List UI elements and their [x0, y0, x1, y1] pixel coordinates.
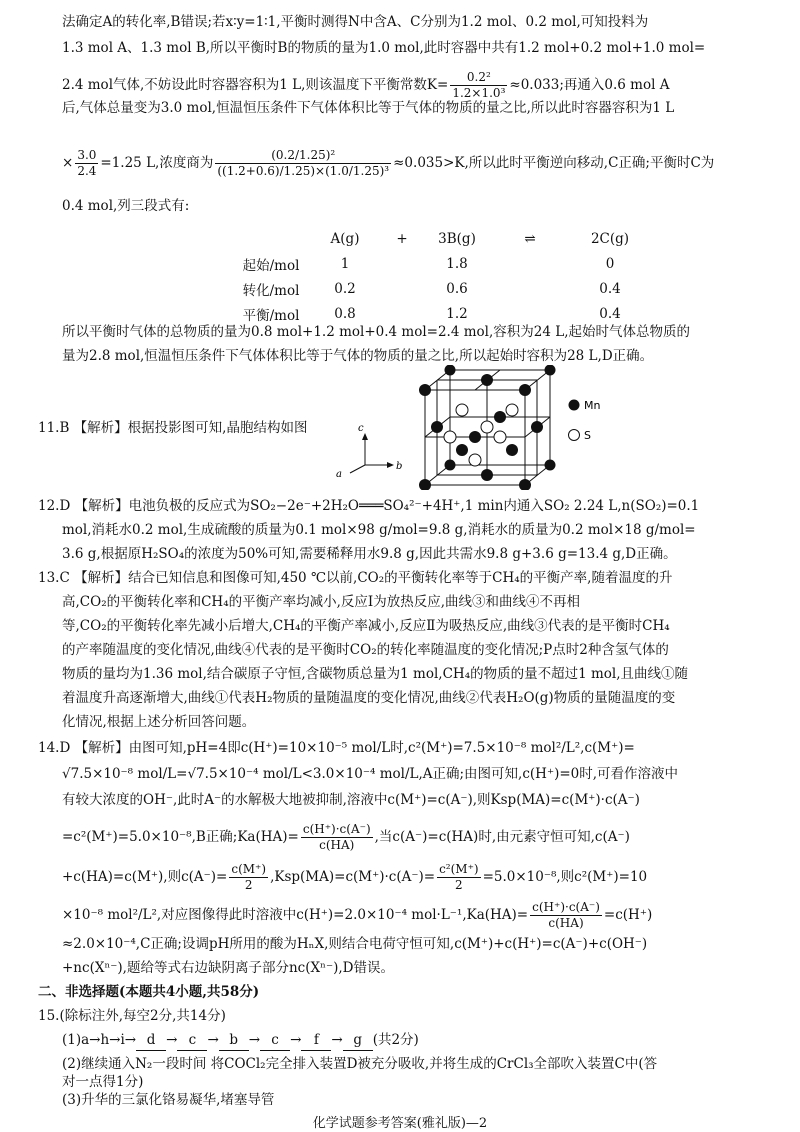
question-14: 14.D 【解析】由图可知,pH=4即c(H⁺)=10×10⁻⁵ mol/L时,c²(M⁺)=7.5×10⁻⁸ mol²/L²,c(M⁺)= — [38, 740, 635, 756]
table-header: 2C(g) — [590, 230, 630, 247]
section-title: 二、非选择题(本题共4小题,共58分) — [38, 984, 260, 1000]
s-atoms — [444, 404, 518, 466]
answer-line-3: (3)升华的三氯化铬易凝华,堵塞导管 — [62, 1092, 275, 1108]
text-line: =c²(M⁺)=5.0×10⁻⁸,B正确;Ka(HA)= $\frac{c(H^+)\cdot c(A^-)}{c(HA)}$ ,当c(A⁻)=c(HA)时,由元素守恒可知,c(A⁻) — [62, 822, 630, 852]
question-15: 15.(除标注外,每空2分,共14分) — [38, 1008, 226, 1024]
legend-mn-label: Mn — [584, 399, 601, 412]
text-line: 后,气体总量变为3.0 mol,恒温恒压条件下气体体积比等于气体的物质的量之比,所以此时容器容积为1 L — [62, 100, 675, 116]
text-line: 化情况,根据上述分析回答问题。 — [62, 714, 256, 730]
page-footer: 化学试题参考答案(雅礼版)—2 — [312, 1116, 488, 1131]
text-line: 物质的量均为1.36 mol,结合碳原子守恒,含碳物质总量为1 mol,CH₄的物质的量不超过1 mol,且曲线①随 — [62, 666, 689, 682]
answer-line: (1)a→h→i→ d → c → b → c → f → g (共2分) — [62, 1030, 419, 1051]
three-stage-table — [232, 226, 650, 326]
text-line: × $\frac{3.0}{2.4}$ =1.25 L,浓度商为 $\frac{\text{(0.2/1.25)²}}{\text{((1.2+0.6)/1.25)×(1.0/1.25)³}}$ ≈0.035>K,所以此时平衡逆向移动,C正确;平衡时C为 — [62, 148, 715, 178]
table-header: + — [396, 230, 408, 247]
question-11: 11.B 【解析】根据投影图可知,晶胞结构如图 — [38, 420, 308, 436]
text-line: ×10⁻⁸ mol²/L²,对应图像得此时溶液中c(H⁺)=2.0×10⁻⁴ mol·L⁻¹,Ka(HA)= $\frac{c(H^+)\cdot c(A^-)}{c(HA)}$ =c(H⁺) — [62, 900, 653, 930]
table-header: A(g) — [330, 230, 360, 247]
text-line: 2.4 mol气体,不妨设此时容器容积为1 L,则该温度下平衡常数K= $\frac{\text{0.2²}}{\text{1.2×1.0³}}$ ≈0.033;再通入0.6 mol A — [62, 70, 670, 100]
table-header — [232, 226, 310, 251]
crystal-cell-figure — [330, 365, 650, 490]
text-line: +c(HA)=c(M⁺),则c(A⁻)= $\frac{c(M^+)}{2}$ ,Ksp(MA)=c(M⁺)·c(A⁻)= $\frac{\text{c²(M⁺)}}{2}$ =5.0×10⁻⁸,则c²(M⁺)=10 — [62, 862, 648, 892]
text-line: 着温度升高逐渐增大,曲线①代表H₂物质的量随温度的变化情况,曲线②代表H₂O(g)物质的量随温度的变 — [62, 690, 676, 706]
text-line: mol,消耗水0.2 mol,生成硫酸的质量为0.1 mol×98 g/mol=9.8 g,消耗水的质量为0.2 mol×18 g/mol= — [62, 522, 696, 538]
table-row: 起始/mol 1 1.8 0 — [242, 255, 615, 274]
axis-b-label: b — [396, 461, 403, 472]
s-legend-icon — [569, 430, 580, 441]
text-line: +nc(Xⁿ⁻),题给等式右边缺阴离子部分nc(Xⁿ⁻),D错误。 — [62, 960, 394, 976]
table-row: 平衡/mol 0.8 1.2 0.4 — [242, 305, 621, 324]
table-header: ⇌ — [524, 230, 536, 247]
text-line: 1.3 mol A、1.3 mol B,所以平衡时B的物质的量为1.0 mol,此时容器中共有1.2 mol+0.2 mol+1.0 mol= — [62, 40, 706, 56]
text-line: 等,CO₂的平衡转化率先减小后增大,CH₄的平衡产率减小,反应Ⅱ为吸热反应,曲线③代表的是平衡时CH₄ — [62, 618, 670, 634]
answer-line: 对一点得1分) — [62, 1074, 144, 1090]
text-line: 法确定A的转化率,B错误;若x∶y=1∶1,平衡时测得N中含A、C分别为1.2 mol、0.2 mol,可知投料为 — [62, 14, 649, 30]
legend-s-label: S — [584, 429, 591, 442]
answer-line: (2)继续通入N₂一段时间 将COCl₂完全排入装置D被充分吸收,并将生成的CrCl₃全部吹入装置C中(答 — [62, 1056, 658, 1072]
table-row: 转化/mol 0.2 0.6 0.4 — [242, 280, 621, 299]
text-line: √7.5×10⁻⁸ mol/L=√7.5×10⁻⁴ mol/L<3.0×10⁻⁴ mol/L,A正确;由图可知,c(H⁺)=0时,可看作溶液中 — [62, 766, 679, 782]
text-line: ≈2.0×10⁻⁴,C正确;设调pH所用的酸为HₙX,则结合电荷守恒可知,c(M⁺)+c(H⁺)=c(A⁻)+c(OH⁻) — [62, 936, 648, 952]
text-line: 所以平衡时气体的总物质的量为0.8 mol+1.2 mol+0.4 mol=2.4 mol,容积为24 L,起始时气体总物质的 — [62, 324, 690, 340]
text-line: 高,CO₂的平衡转化率和CH₄的平衡产率均减小,反应Ⅰ为放热反应,曲线③和曲线④不再相 — [62, 594, 581, 610]
text-line: 0.4 mol,列三段式有: — [62, 198, 190, 214]
axis-c-label: c — [358, 423, 364, 434]
table-header: 3B(g) — [438, 230, 476, 247]
question-13: 13.C 【解析】结合已知信息和图像可知,450 ℃以前,CO₂的平衡转化率等于CH₄的平衡产率,随着温度的升 — [38, 570, 673, 586]
question-12: 12.D 【解析】电池负极的反应式为SO₂−2e⁻+2H₂O═══SO₄²⁻+4H⁺,1 min内通入SO₂ 2.24 L,n(SO₂)=0.1 — [38, 498, 700, 514]
axis-a-label: a — [336, 469, 342, 480]
text-line: 3.6 g,根据原H₂SO₄的浓度为50%可知,需要稀释用水9.8 g,因此共需水9.8 g+3.6 g=13.4 g,D正确。 — [62, 546, 677, 562]
text-line: 量为2.8 mol,恒温恒压条件下气体体积比等于气体的物质的量之比,所以起始时容积为28 L,D正确。 — [62, 348, 654, 364]
mn-legend-icon — [569, 400, 580, 411]
text-line: 有较大浓度的OH⁻,此时A⁻的水解极大地被抑制,溶液中c(M⁺)=c(A⁻),则Ksp(MA)=c(M⁺)·c(A⁻) — [62, 792, 640, 808]
text-line: 的产率随温度的变化情况,曲线④代表的是平衡时CO₂的转化率随温度的变化情况;P点时2种含氢气体的 — [62, 642, 669, 658]
